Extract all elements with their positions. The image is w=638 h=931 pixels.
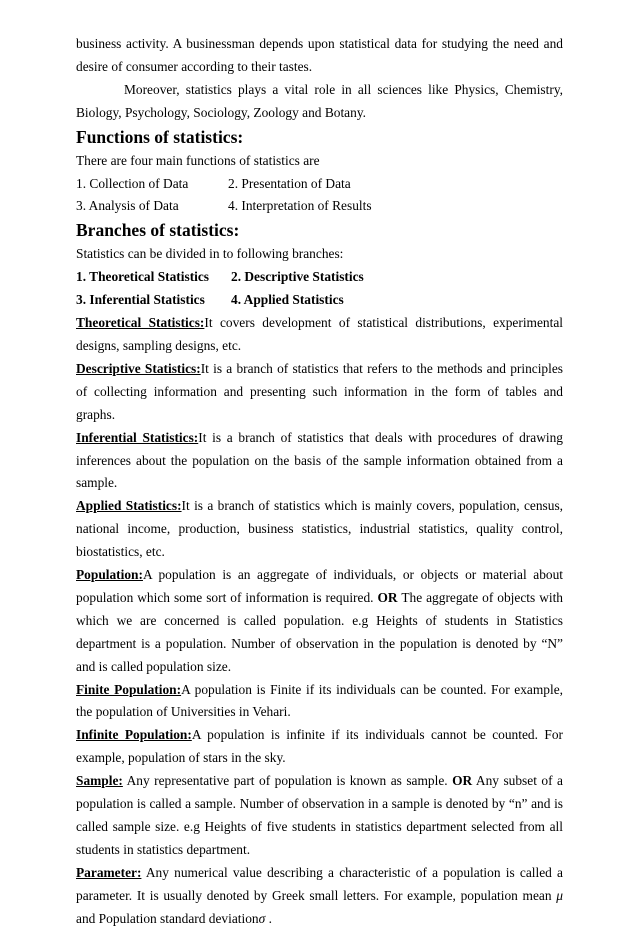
functions-list-row-1: [76, 173, 563, 196]
definition-descriptive: [76, 358, 563, 427]
definition-term: Theoretical Statistics:: [76, 315, 205, 331]
definition-text: It is a branch of statistics which is mainly covers, population, census, national income, production, business statistics, industrial statistics, quality control, biostatistics, etc.: [76, 498, 564, 560]
definition-text: A population is an aggregate of individuals, or objects or material about population which some sort of information is required.: [76, 567, 563, 605]
definition-term: Descriptive Statistics:: [76, 360, 201, 376]
definition-term: Sample:: [76, 773, 123, 789]
definition-text: Any numerical value describing a characteristic of a population is called a parameter. It is usually denoted by Greek small letters. For example, population mean: [76, 864, 563, 903]
intro-paragraph-1: business activity. A businessman depends upon statistical data for studying the need and desire of consumer according to their tastes.: [76, 36, 563, 74]
definition-inferential: [76, 427, 563, 496]
branches-item-2: 2. Descriptive Statistics: [231, 269, 364, 285]
definition-applied: [76, 495, 563, 564]
definition-text: and Population standard deviation: [76, 910, 259, 926]
functions-item-3: 3. Analysis of Data: [76, 198, 179, 214]
branches-list-row-2: [76, 289, 563, 312]
definition-sample: [76, 770, 563, 862]
sigma-symbol: σ: [258, 910, 266, 926]
definition-theoretical: [76, 312, 563, 358]
definition-text: It is a branch of statistics that refers to the methods and principles of collecting information and presenting such information in the form of tables and graphs.: [76, 360, 563, 422]
branches-item-4: 4. Applied Statistics: [231, 292, 344, 308]
definition-text: Any representative part of population is known as sample.: [122, 773, 453, 789]
or-keyword: OR: [377, 589, 398, 605]
functions-item-4: 4. Interpretation of Results: [228, 198, 372, 214]
definition-finite-population: [76, 679, 563, 725]
definition-text: Any subset of a population is called a sample. Number of observation in a sample is denoted by “n” and is called sample size. e.g Heights of five students in statistics department selected from all students in statistics department.: [76, 773, 563, 857]
branches-list-row-1: [76, 266, 563, 289]
functions-item-1: 1. Collection of Data: [76, 175, 189, 191]
branches-lead: Statistics can be divided in to following branches:: [76, 246, 344, 262]
functions-item-2: 2. Presentation of Data: [228, 175, 351, 191]
definition-term: Infinite Population:: [76, 727, 192, 743]
functions-heading: Functions of statistics:: [76, 126, 244, 147]
definition-infinite-population: [76, 724, 563, 770]
definition-term: Inferential Statistics:: [76, 429, 199, 445]
branches-item-1: 1. Theoretical Statistics: [76, 269, 210, 285]
definition-population: [76, 564, 563, 679]
functions-lead: There are four main functions of statistics are: [76, 152, 320, 168]
definition-term: Applied Statistics:: [76, 498, 182, 514]
definition-text: A population is infinite if its individuals cannot be counted. For example, population of stars in the sky.: [76, 727, 563, 766]
definition-term: Finite Population:: [76, 681, 182, 697]
definition-parameter: [76, 862, 563, 931]
functions-list-row-2: [76, 195, 563, 218]
definition-text: It is a branch of statistics that deals with procedures of drawing inferences about the population on the basis of the sample information obtained from a sample.: [76, 429, 563, 491]
definition-text: A population is Finite if its individuals can be counted. For example, the population of Universities in Vehari.: [76, 681, 563, 720]
definition-term: Population:: [76, 567, 143, 583]
definition-text: .: [265, 910, 272, 926]
branches-item-3: 3. Inferential Statistics: [76, 292, 205, 308]
mu-symbol: μ: [556, 887, 563, 903]
intro-paragraph-2: Moreover, statistics plays a vital role in all sciences like Physics, Chemistry, Biology, Psychology, Sociology, Zoology and Botany.: [76, 81, 563, 120]
definition-text: The aggregate of objects with which we are concerned is called population. e.g Heights of students in Statistics department is a population. Number of observation in the population is denoted by “N” and is called population size.: [76, 589, 563, 674]
definition-term: Parameter:: [76, 864, 142, 880]
definition-text: It covers development of statistical distributions, experimental designs, sampling designs, etc.: [76, 315, 563, 353]
branches-heading: Branches of statistics:: [76, 220, 240, 241]
or-keyword: OR: [452, 773, 473, 789]
